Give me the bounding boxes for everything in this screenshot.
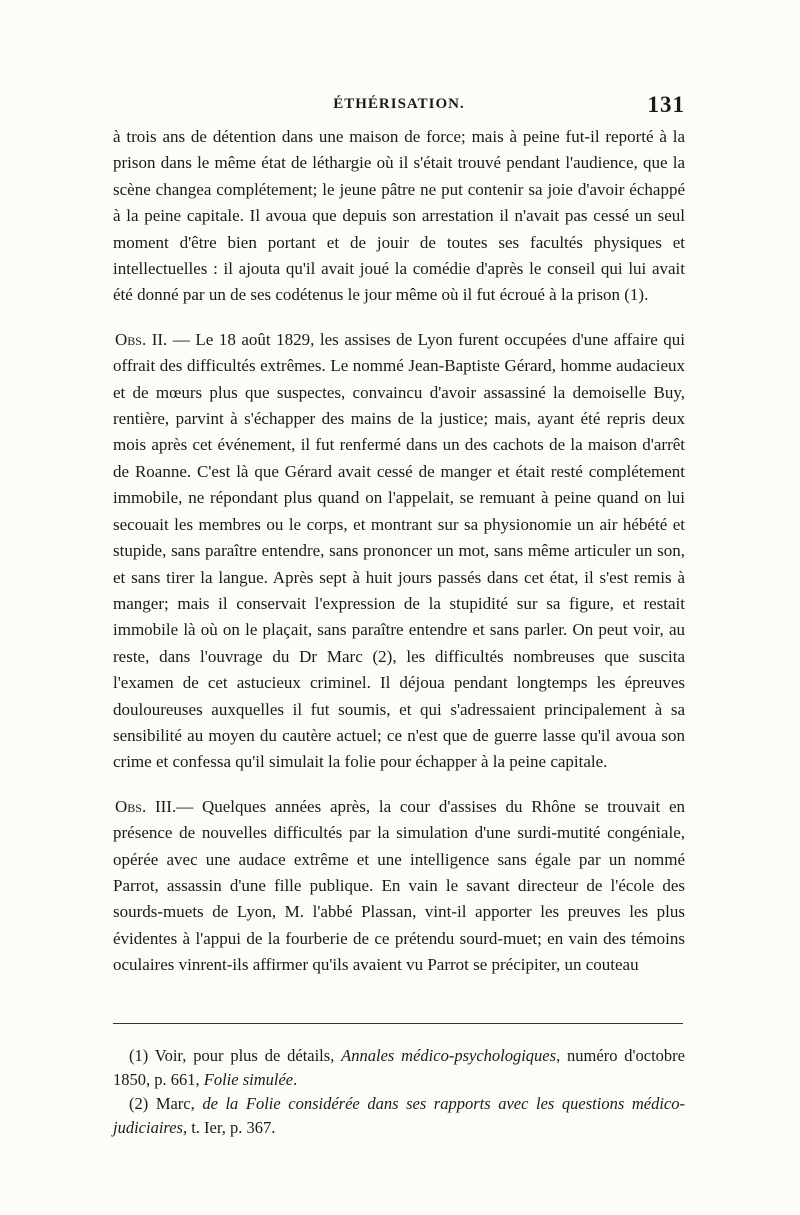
book-page (113, 92, 685, 1140)
paragraph-text: — Quelques années après, la cour d'assises du Rhône se trouvait en présence de nouvelles difficultés par la simulation d'une surdi-mutité congéniale, opérée avec une audace extrême et une intelligence sans égale par un nommé Parrot, assassin d'une fille publique. En vain le savant directeur de l'école des sourds-muets de Lyon, M. l'abbé Plassan, vint-il apporter les preuves les plus évidentes à l'appui de la fourberie de ce prétendu sourd-muet; en vain des témoins oculaires vinrent-ils affirmer qu'ils avaient vu Parrot se précipiter, un couteau (113, 796, 685, 975)
footnote-1 (113, 1044, 685, 1092)
obs-label: Obs. II. (115, 329, 168, 349)
footnote-text: (2) Marc, (129, 1093, 203, 1113)
paragraph-continuation (113, 124, 685, 309)
running-head (113, 92, 685, 124)
paragraph-text: à trois ans de détention dans une maison de force; mais à peine fut-il reporté à la prison dans le même état de léthargie où il s'était trouvé pendant l'audience, que la scène changea complétement; le jeune pâtre ne put contenir sa joie d'avoir échappé à la peine capitale. Il avoua que depuis son arrestation il n'avait pas cessé un seul moment d'être bien portant et de jouir de toutes ses facultés physiques et intellectuelles : il ajouta qu'il avait joué la comédie d'après le conseil qui lui avait été donné par un de ses codétenus le jour même où il fut écroué à la prison (1). (113, 127, 685, 305)
footnotes (113, 1044, 685, 1140)
paragraph-obs-3 (113, 794, 685, 979)
running-title: ÉTHÉRISATION. (333, 96, 465, 112)
page-number: 131 (647, 92, 685, 117)
footnote-text: (1) Voir, pour plus de détails, (129, 1045, 342, 1065)
footnote-text: , numéro d'octobre 1850, p. 661, (113, 1045, 685, 1089)
paragraph-text: — Le 18 août 1829, les assises de Lyon furent occupées d'une affaire qui offrait des difficultés extrêmes. Le nommé Jean-Baptiste Gérard, homme audacieux et de mœurs plus que suspectes, convaincu d'avoir assassiné la demoiselle Buy, rentière, parvint à s'échapper des mains de la justice; mais, ayant été repris deux mois après cet événement, il fut renfermé dans un des cachots de la maison d'arrêt de Roanne. C'est là que Gérard avait cessé de manger et était resté complétement immobile, ne répondant plus quand on l'appelait, se remuant à peine quand on lui secouait les membres ou le corps, et montrant sur sa physionomie un air hébété et stupide, sans paraître entendre, sans prononcer un mot, sans même articuler un son, et sans tirer la langue. Après sept à huit jours passés dans cet état, il s'est remis à manger; mais il conservait l'expression de la stupidité sur sa figure, et restait immobile là où on le plaçait, sans paraître entendre et sans parler. On peut voir, au reste, dans l'ouvrage du Dr Marc (2), les difficultés nombreuses que suscita l'examen de cet astucieux criminel. Il déjoua pendant longtemps les épreuves douloureuses auxquelles il fut soumis, et qui s'adressaient principalement à sa sensibilité au moyen du cautère actuel; ce n'est que de guerre lasse qu'il avoua son crime et confessa qu'il simulait la folie pour échapper à la peine capitale. (113, 329, 686, 772)
footnote-text: . (293, 1069, 298, 1089)
paragraph-obs-2 (113, 327, 685, 776)
obs-label: Obs. III. (115, 796, 177, 816)
footnote-2 (113, 1092, 685, 1140)
main-text (113, 124, 685, 979)
footnote-italic: Annales médico-psychologiques (341, 1045, 557, 1065)
footnote-italic: Folie simulée (203, 1069, 294, 1089)
footnote-italic: de la Folie considérée dans ses rapports avec les questions médico-judiciaires (113, 1093, 685, 1137)
footnote-text: , t. Ier, p. 367. (182, 1117, 276, 1137)
footnote-rule (113, 1023, 683, 1024)
